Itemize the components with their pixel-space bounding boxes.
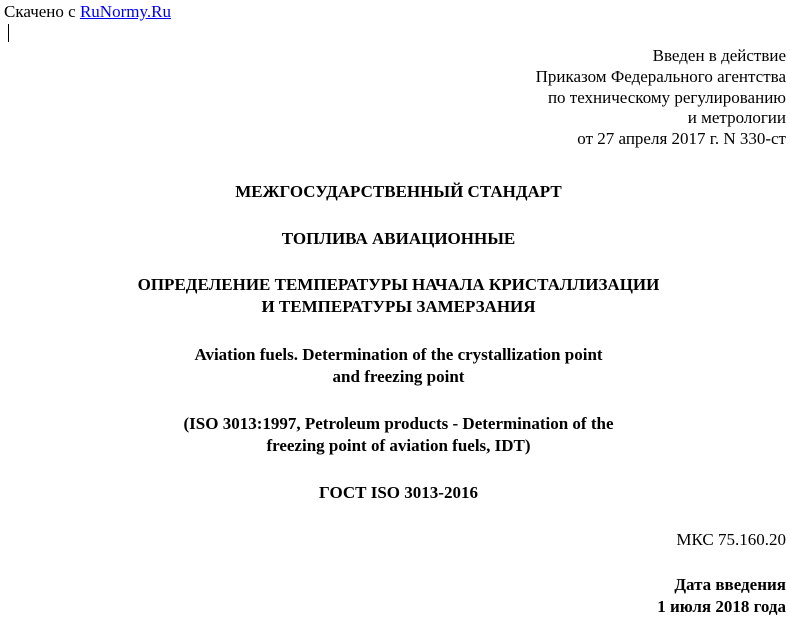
approval-line: Приказом Федерального агентства (535, 66, 786, 86)
introduction-date-label: Дата введения (674, 575, 786, 594)
title-sub (0, 274, 790, 318)
iso-reference (0, 413, 790, 457)
approval-line: по техническому регулированию (547, 87, 786, 107)
title-sub-line: ОПРЕДЕЛЕНИЕ ТЕМПЕРАТУРЫ НАЧАЛА КРИСТАЛЛИЗАЦИИ (137, 275, 660, 294)
source-link[interactable]: RuNormy.Ru (79, 2, 171, 21)
iso-reference-line: (ISO 3013:1997, Petroleum products - Determination of the (183, 414, 614, 433)
title-main-text: ТОПЛИВА АВИАЦИОННЫЕ (281, 229, 516, 248)
approval-line: Введен в действие (652, 46, 786, 65)
title-main (0, 228, 790, 250)
standard-category (0, 181, 790, 203)
designation (0, 482, 790, 504)
text-caret (8, 24, 9, 42)
iso-reference-line: freezing point of aviation fuels, IDT) (266, 436, 531, 455)
approval-line: от 27 апреля 2017 г. N 330-ст (577, 129, 786, 149)
introduction-date-value: 1 июля 2018 года (657, 597, 786, 616)
approval-line: и метрологии (687, 108, 786, 128)
mks-code: МКС 75.160.20 (676, 530, 786, 549)
title-english (0, 344, 790, 388)
title-english-line: and freezing point (332, 367, 465, 386)
approval-block (536, 46, 786, 150)
title-sub-line: И ТЕМПЕРАТУРЫ ЗАМЕРЗАНИЯ (261, 297, 536, 316)
source-prefix: Скачено с (4, 2, 80, 21)
source-line (4, 2, 171, 22)
title-english-line: Aviation fuels. Determination of the crystallization point (194, 345, 603, 364)
introduction-date-block (657, 574, 786, 618)
designation-text: ГОСТ ISO 3013-2016 (319, 483, 478, 502)
standard-category-text: МЕЖГОСУДАРСТВЕННЫЙ СТАНДАРТ (235, 182, 562, 201)
